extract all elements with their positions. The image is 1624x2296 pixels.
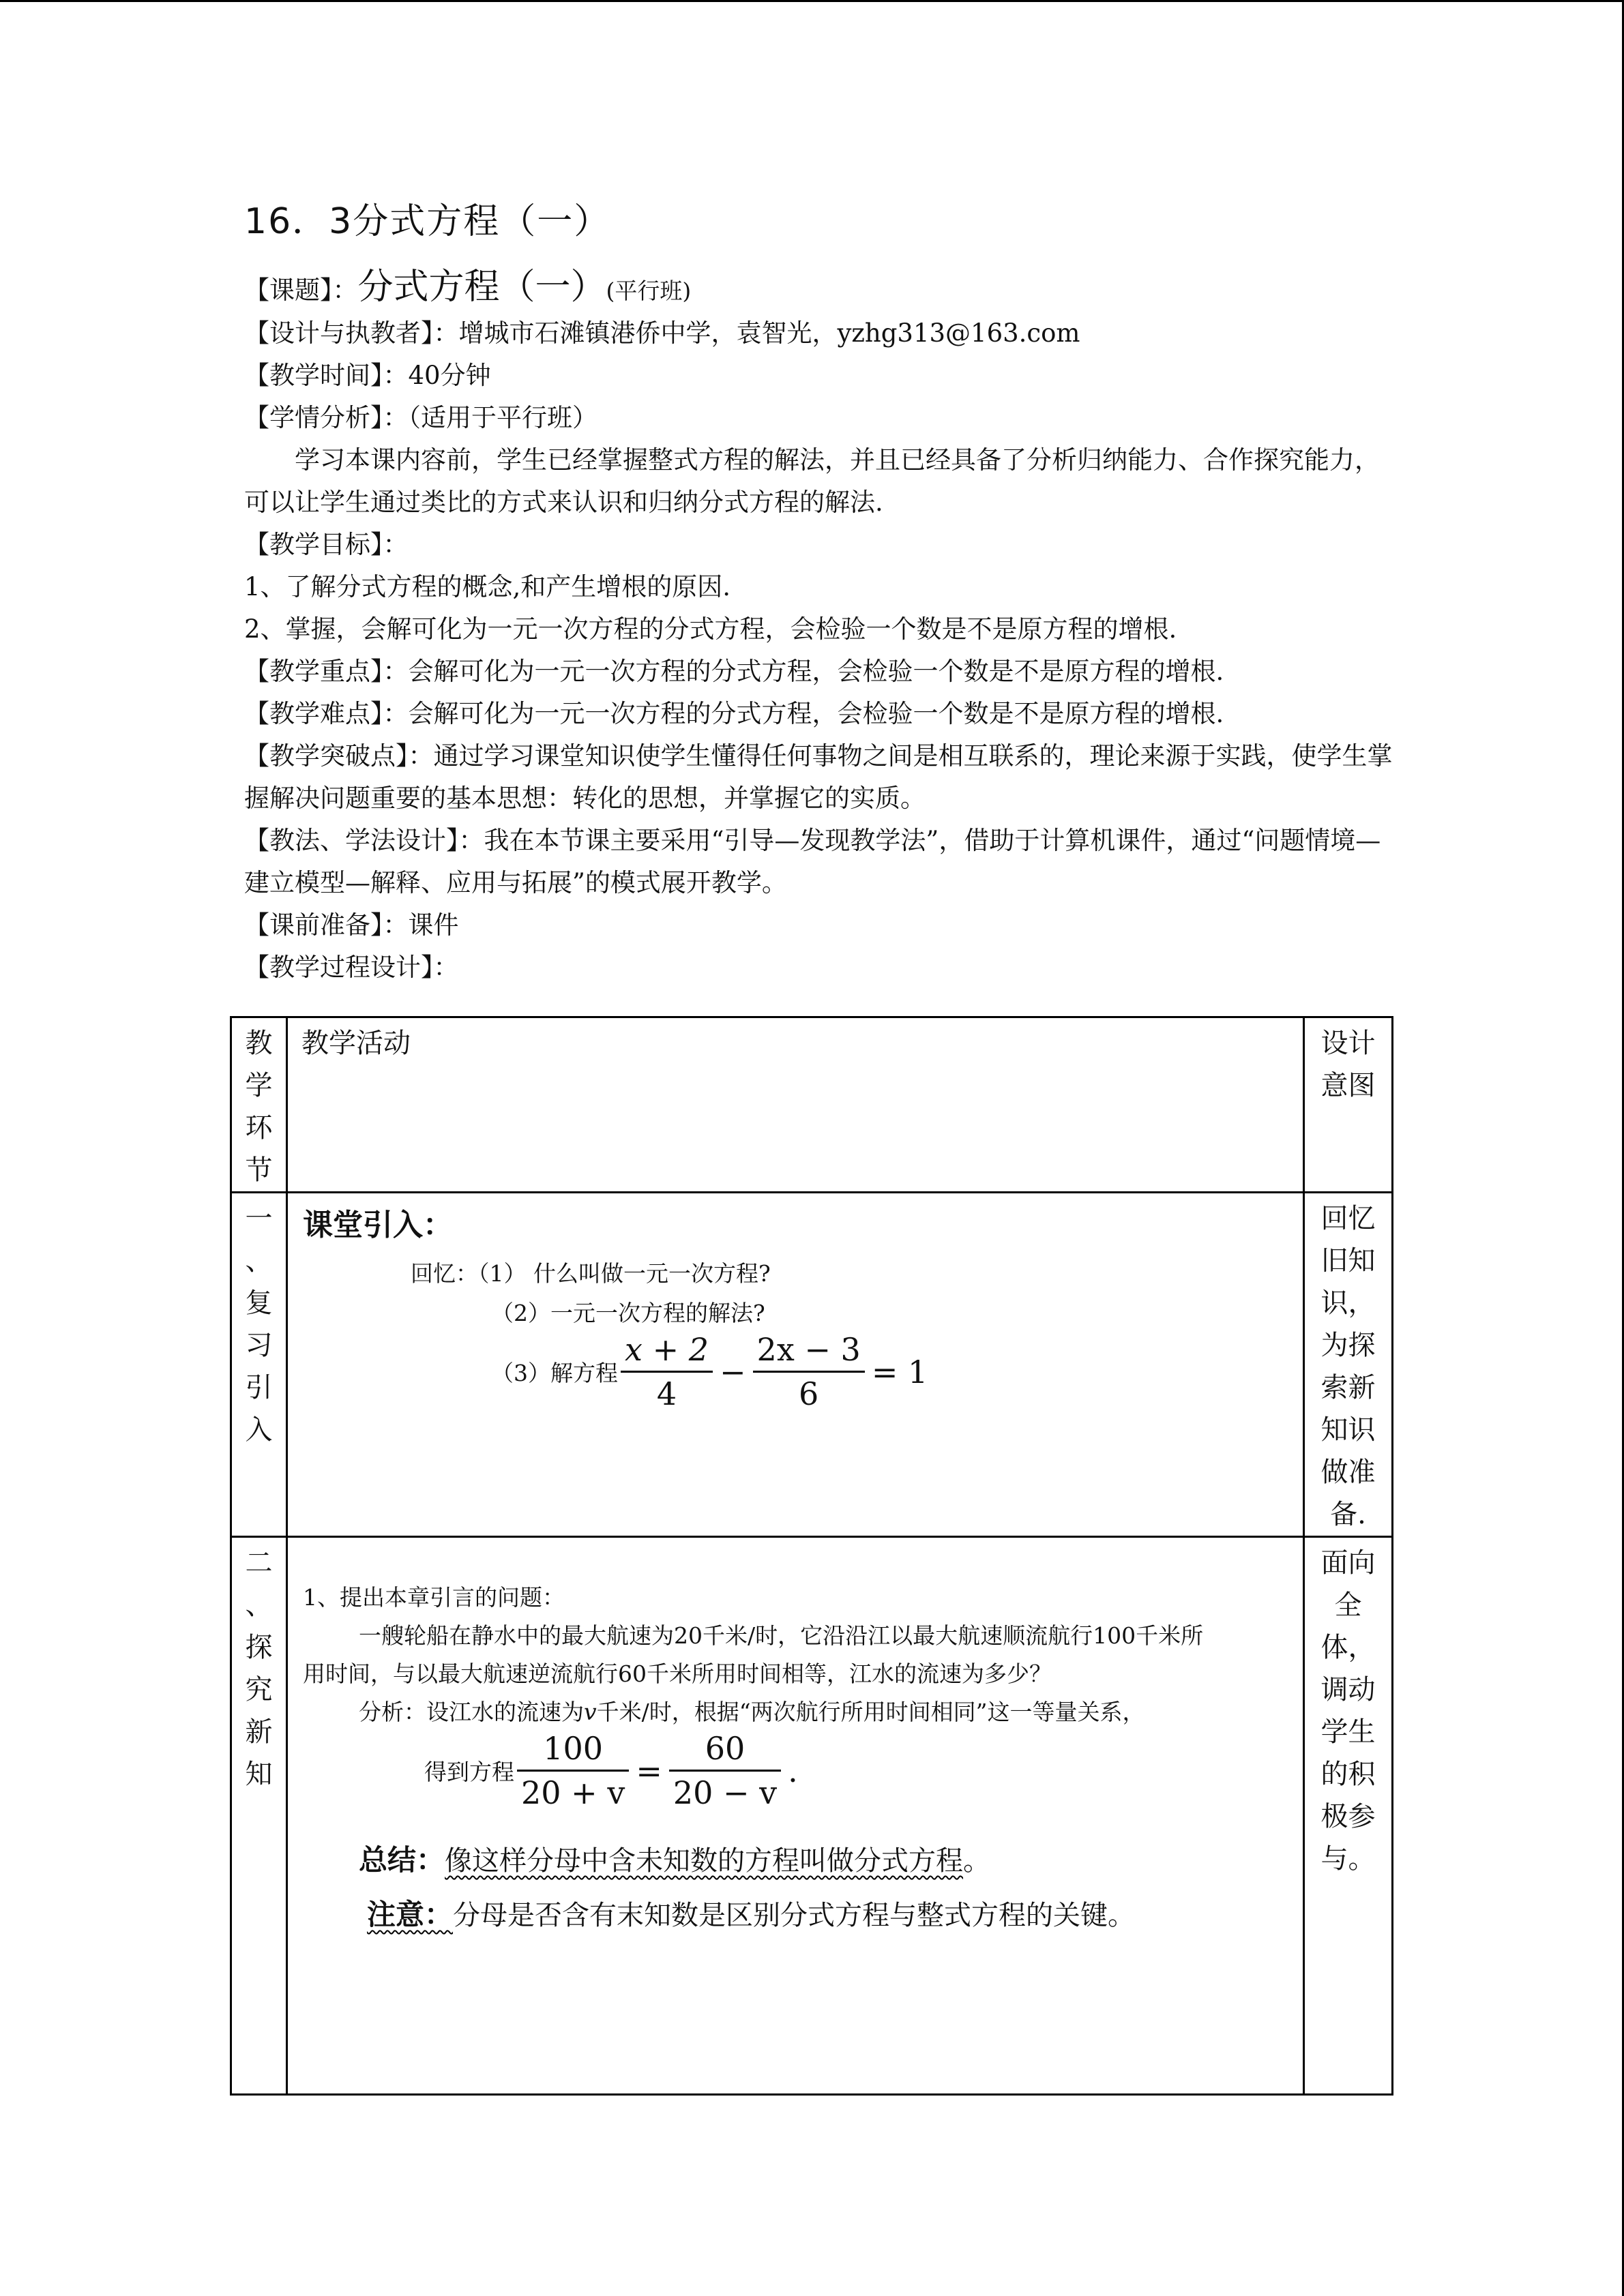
goal-1: 1、了解分式方程的概念,和产生增根的原因.	[244, 572, 731, 601]
note-label: 注意：	[367, 1898, 454, 1931]
analysis-line: 【学情分析】：（适用于平行班）	[244, 403, 597, 432]
topic-note: (平行班)	[606, 278, 692, 304]
topic-label: 【课题】：	[244, 275, 358, 305]
header-intent-line: 设计	[1320, 1028, 1376, 1059]
fraction-60-numerator: 60	[669, 1729, 781, 1772]
activity-review	[287, 1193, 1304, 1537]
process-table	[230, 1016, 1393, 2096]
note-line	[367, 1892, 1135, 1933]
fraction-1-denominator: 4	[656, 1375, 677, 1412]
fraction-2-numerator: 2x − 3	[753, 1330, 865, 1373]
intent-line: 的积	[1320, 1759, 1376, 1790]
question-2: （2）一元一次方程的解法?	[491, 1300, 765, 1326]
question-3-prefix: （3）解方程	[491, 1360, 618, 1386]
equation-end: .	[788, 1752, 798, 1789]
stage-char: 一	[245, 1203, 273, 1234]
fraction-1	[621, 1330, 713, 1414]
stage-char: 引	[245, 1372, 273, 1403]
difficulty: 【教学难点】：会解可化为一元一次方程的分式方程，会检验一个数是不是原方程的增根.	[244, 699, 1224, 728]
header-stage	[231, 1017, 287, 1193]
summary-label: 总结：	[359, 1843, 445, 1877]
stage-char: 知	[245, 1759, 273, 1790]
stage-review	[231, 1193, 287, 1537]
intent-line: 为探	[1320, 1330, 1376, 1361]
analysis-body: 学习本课内容前，学生已经掌握整式方程的解法，并且已经具备了分析归纳能力、合作探究能力，可以让学生通过类比的方式来认识和归纳分式方程的解法.	[244, 445, 1380, 517]
equation-rhs: = 1	[871, 1353, 928, 1390]
header-intent-line: 意图	[1320, 1070, 1376, 1101]
key-point: 【教学重点】：会解可化为一元一次方程的分式方程，会检验一个数是不是原方程的增根.	[244, 657, 1224, 686]
designer-line: 【设计与执教者】：增城市石滩镇港侨中学，袁智光，yzhg313@163.com	[244, 318, 1080, 348]
header-stage-char: 节	[245, 1154, 273, 1186]
analysis-var: v	[584, 1699, 597, 1725]
stage-char: 新	[245, 1716, 273, 1748]
stage-char: 、	[245, 1590, 273, 1621]
topic-value: 分式方程（一）	[357, 267, 606, 308]
intent-line: 与。	[1320, 1843, 1376, 1875]
intent-line: 调动	[1320, 1674, 1376, 1705]
intent-line: 识，	[1320, 1287, 1376, 1319]
goals-label: 【教学目标】：	[244, 530, 409, 559]
table-row-explore	[231, 1537, 1393, 2095]
intent-review	[1304, 1193, 1393, 1537]
method: 【教法、学法设计】：我在本节课主要采用“引导—发现教学法”，借助于计算机课件，通过“问题情境—建立模型—解释、应用与拓展”的模式展开教学。	[244, 826, 1381, 897]
fraction-100	[517, 1729, 629, 1813]
header-stage-char: 环	[245, 1112, 273, 1144]
header-stage-char: 学	[245, 1070, 273, 1101]
intent-line: 全	[1334, 1590, 1362, 1621]
table-header-row	[231, 1017, 1393, 1193]
intent-explore	[1304, 1537, 1393, 2095]
equals-sign: =	[636, 1752, 662, 1789]
summary-line	[359, 1838, 990, 1879]
stage-char: 习	[245, 1330, 273, 1361]
stage-char: 二	[245, 1547, 273, 1579]
header-intent	[1304, 1017, 1393, 1193]
fraction-100-numerator: 100	[517, 1729, 629, 1772]
stage-char: 究	[245, 1674, 273, 1705]
header-stage-char: 教	[245, 1028, 273, 1059]
stage-char: 、	[245, 1245, 273, 1277]
fraction-60	[669, 1729, 781, 1813]
topic-line	[244, 266, 1397, 312]
stage-char: 入	[245, 1414, 273, 1446]
analysis-post: 千米/时，根据“两次航行所用时间相同”这一等量关系，	[596, 1699, 1145, 1725]
fraction-2	[753, 1330, 865, 1414]
stage-explore	[231, 1537, 287, 2095]
equation-line	[424, 1729, 802, 1813]
goal-2: 2、掌握，会解可化为一元一次方程的分式方程，会检验一个数是不是原方程的增根.	[244, 614, 1177, 644]
intent-line: 回忆	[1320, 1203, 1376, 1234]
intent-line: 知识	[1320, 1414, 1376, 1446]
table-row-review	[231, 1193, 1393, 1537]
equation-prefix: 得到方程	[424, 1759, 514, 1785]
time-line: 【教学时间】：40分钟	[244, 361, 491, 390]
problem-line-1: 一艘轮船在静水中的最大航速为20千米/时，它沿沿江以最大航速顺流航行100千米所	[359, 1622, 1204, 1649]
intent-line: 索新	[1320, 1372, 1376, 1403]
minus-sign: −	[720, 1353, 746, 1390]
note-text: 分母是否含有末知数是区别分式方程与整式方程的关键。	[453, 1900, 1136, 1931]
item-1: 1、提出本章引言的问题：	[303, 1584, 565, 1611]
header-activity: 教学活动	[287, 1017, 1304, 1193]
prep: 【课前准备】：课件	[244, 910, 459, 940]
fraction-1-numerator: x + 2	[621, 1330, 713, 1373]
breakthrough: 【教学突破点】：通过学习课堂知识使学生懂得任何事物之间是相互联系的，理论来源于实践，使学生掌握解决问题重要的基本思想：转化的思想，并掌握它的实质。	[244, 741, 1393, 813]
fraction-2-denominator: 6	[799, 1375, 819, 1412]
question-3	[491, 1330, 932, 1414]
question-1: 回忆：（1） 什么叫做一元一次方程?	[411, 1260, 771, 1287]
summary-end: 。	[963, 1845, 991, 1877]
page-title: 16．3分式方程（一）	[244, 201, 611, 242]
fraction-60-denominator: 20 − v	[673, 1774, 778, 1811]
problem-line-2: 用时间，与以最大航速逆流航行60千米所用时间相等，江水的流速为多少？	[303, 1660, 1052, 1687]
intent-line: 体，	[1320, 1632, 1376, 1663]
section-heading: 课堂引入：	[303, 1208, 453, 1242]
analysis-pre: 分析：设江水的流速为	[359, 1699, 584, 1725]
intent-line: 学生	[1320, 1716, 1376, 1748]
intent-line: 面向	[1320, 1547, 1376, 1579]
intent-line: 极参	[1320, 1801, 1376, 1832]
process-label: 【教学过程设计】：	[244, 953, 459, 982]
activity-explore	[287, 1537, 1304, 2095]
stage-char: 复	[245, 1287, 273, 1319]
summary-text: 像这样分母中含未知数的方程叫做分式方程	[445, 1845, 964, 1877]
intent-line: 做准	[1320, 1457, 1376, 1488]
stage-char: 探	[245, 1632, 273, 1663]
analysis-line	[359, 1695, 1145, 1727]
document-body	[244, 191, 1397, 989]
fraction-100-denominator: 20 + v	[521, 1774, 625, 1811]
intent-line: 备.	[1330, 1499, 1366, 1530]
intent-line: 旧知	[1320, 1245, 1376, 1277]
